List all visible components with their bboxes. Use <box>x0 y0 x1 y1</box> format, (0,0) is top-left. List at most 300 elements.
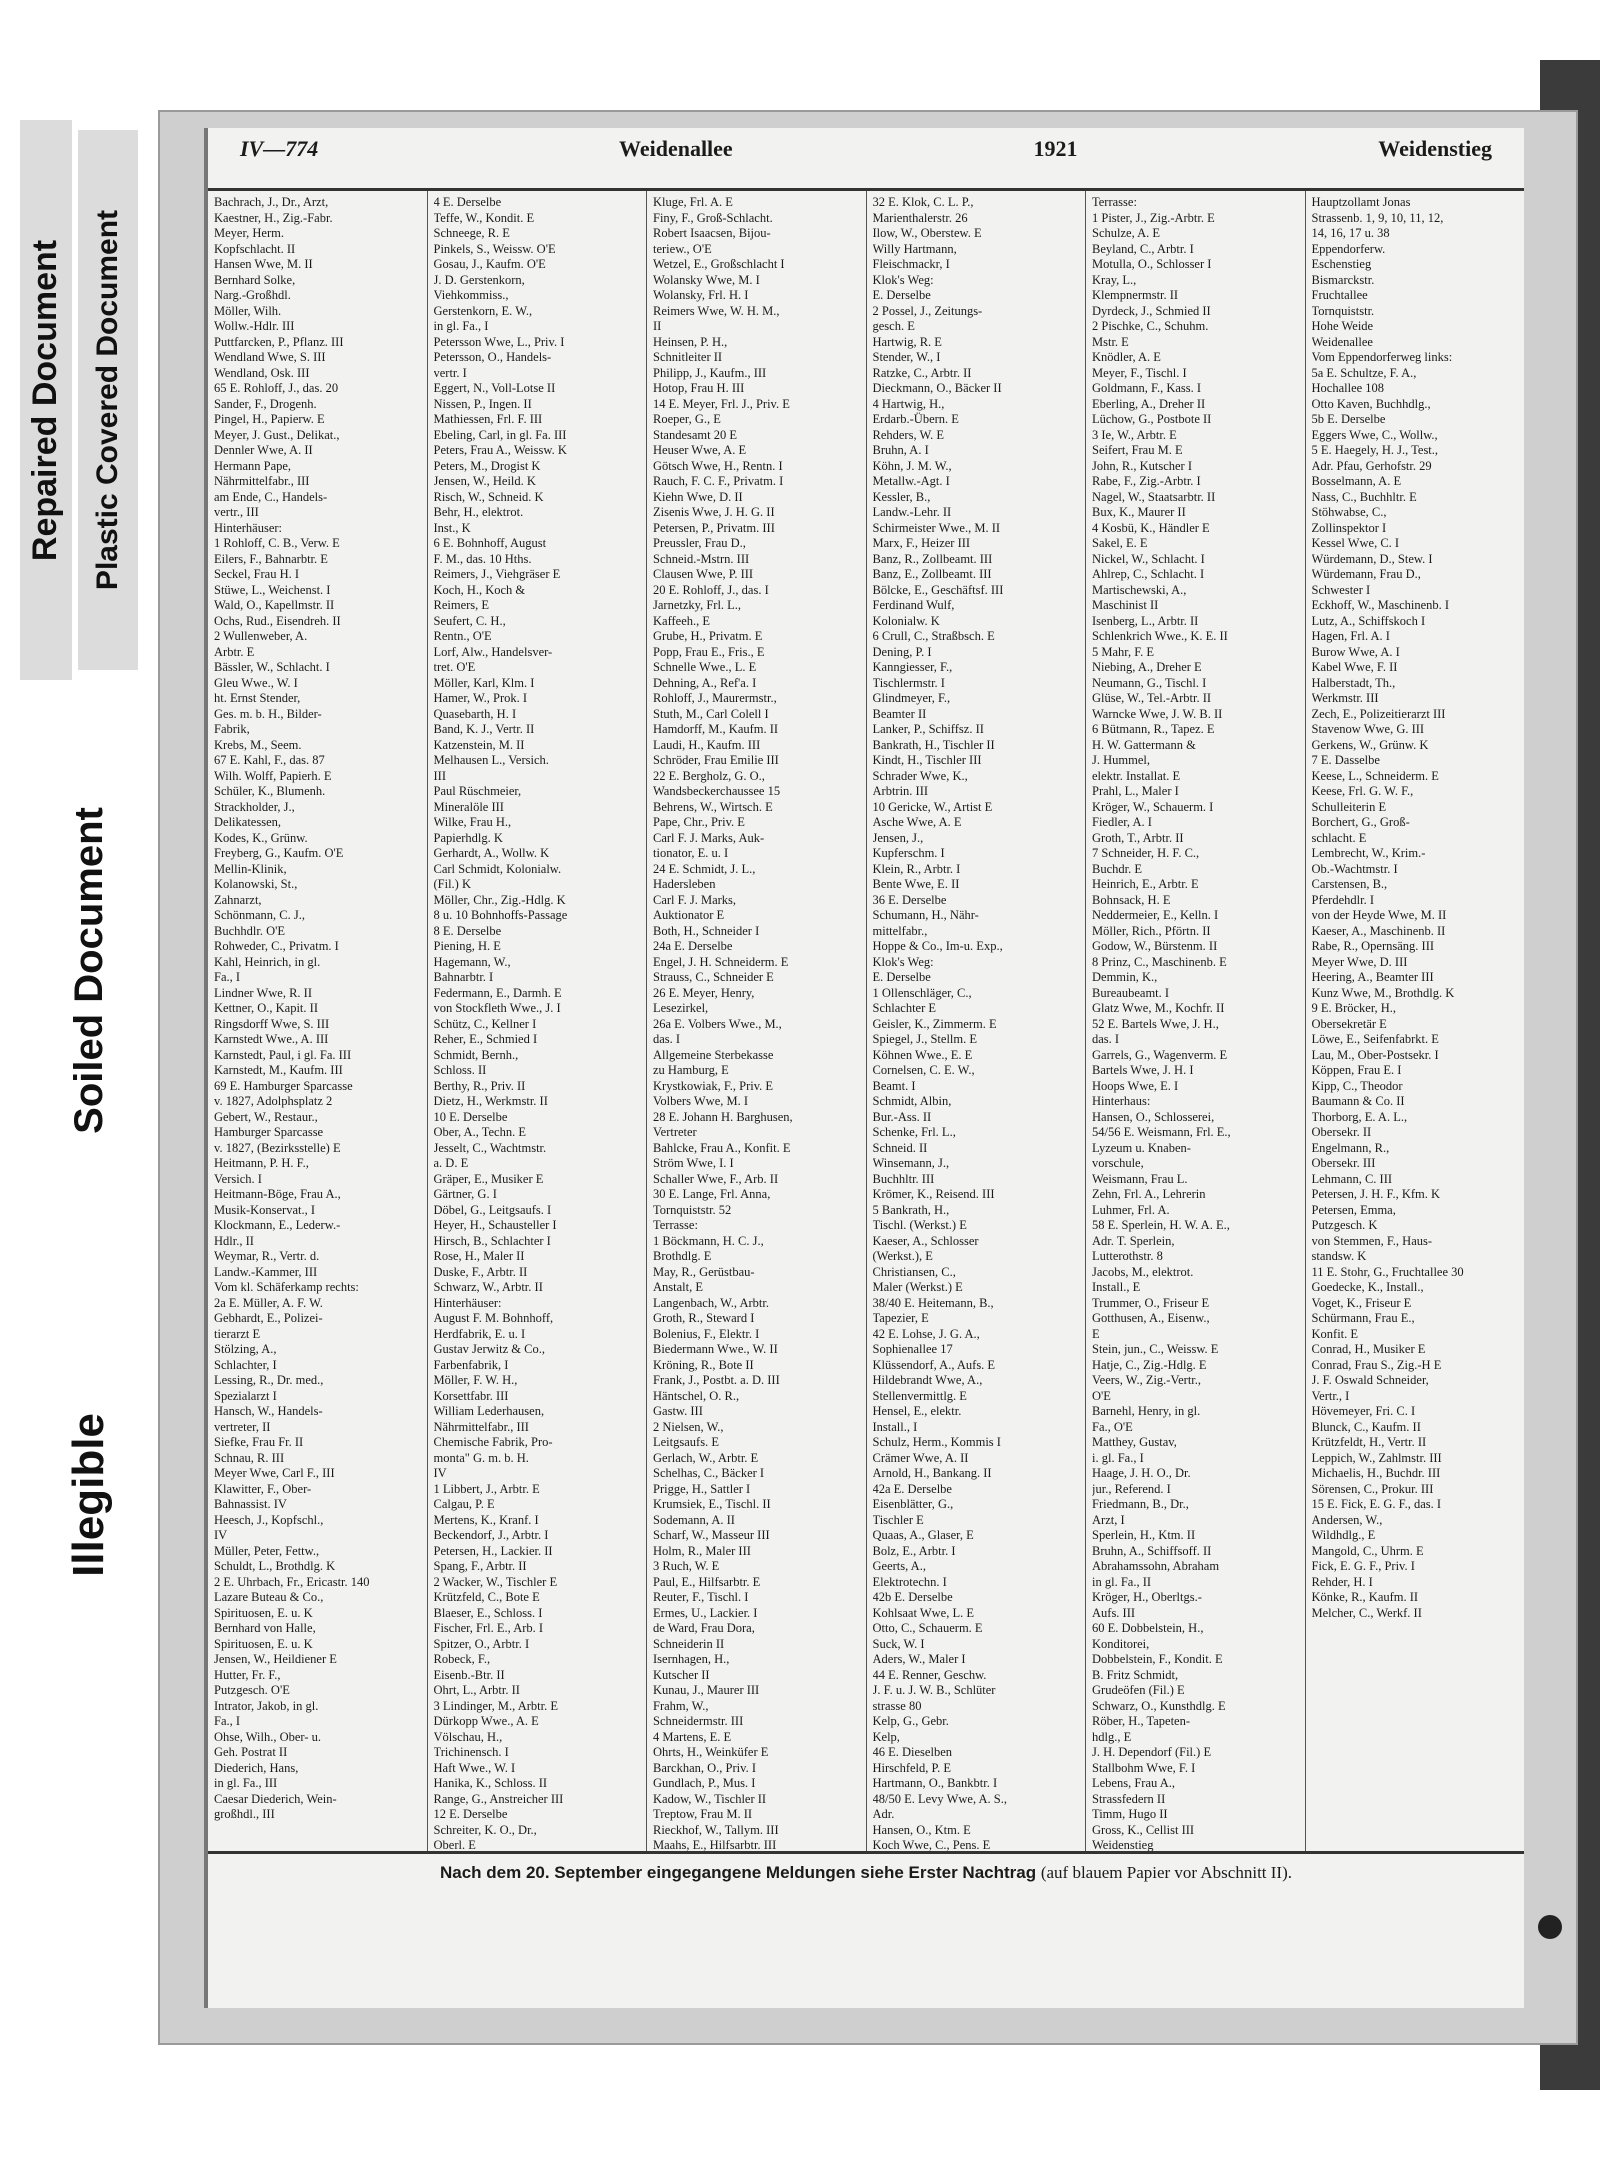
directory-entry: 2 Wullenweber, A. <box>214 629 308 643</box>
directory-entry: Kunz Wwe, M., Brothdlg. K <box>1311 985 1455 1000</box>
directory-entry: tret. O'E <box>433 660 476 674</box>
directory-entry: Winsemann, J., <box>872 1156 950 1170</box>
directory-entry: vertr. I <box>433 365 467 380</box>
directory-entry: Marienthalerstr. 26 <box>872 210 968 225</box>
directory-entry: Fa., I <box>214 1714 241 1728</box>
directory-entry: Schneege, R. E <box>433 226 510 240</box>
directory-entry: Ober, A., Techn. E <box>433 1125 526 1139</box>
column-3 <box>647 191 867 1851</box>
directory-entry: Götsch Wwe, H., Rentn. I <box>653 458 783 473</box>
directory-entry: Gerstenkorn, E. W., <box>433 303 533 318</box>
directory-entry: Grudeöfen (Fil.) E <box>1092 1683 1185 1697</box>
directory-entry: Adr. Pfau, Gerhofstr. 29 <box>1311 458 1432 473</box>
directory-entry: Gross, K., Cellist III <box>1092 1822 1195 1837</box>
page-footer <box>208 1863 1524 1883</box>
directory-entry: Grube, H., Privatm. E <box>653 629 763 643</box>
directory-entry: 3 Ie, W., Arbtr. E <box>1092 427 1177 442</box>
directory-entry: Petersen, H., Lackier. II <box>433 1543 553 1558</box>
directory-entry: Pingel, H., Papierw. E <box>214 412 325 426</box>
directory-entry: Suck, W. I <box>872 1636 925 1651</box>
directory-entry: Gärtner, G. I <box>433 1187 497 1201</box>
directory-entry: Gebert, W., Restaur., <box>214 1109 318 1124</box>
directory-entry: Hohe Weide <box>1311 319 1374 333</box>
directory-entry: Bahnarbtr. I <box>433 970 494 984</box>
directory-entry: Würdemann, D., Stew. I <box>1311 551 1433 566</box>
directory-entry: Müller, Peter, Fettw., <box>214 1543 320 1558</box>
directory-entry: 24 E. Schmidt, J. L., <box>653 861 756 876</box>
directory-entry: Schürmann, Frau E., <box>1311 1311 1415 1325</box>
directory-entry: Krebs, M., Seem. <box>214 737 302 752</box>
directory-entry: 30 E. Lange, Frl. Anna, <box>653 1187 771 1201</box>
directory-entry: 5 E. Haegely, H. J., Test., <box>1311 443 1439 457</box>
directory-entry: großhdl., III <box>214 1807 275 1821</box>
directory-entry: Wandsbeckerchaussee 15 <box>653 784 781 798</box>
directory-entry: Dehning, A., Ref'a. I <box>653 675 757 690</box>
directory-entry: Haft Wwe., W. I <box>433 1760 516 1775</box>
directory-entry: Schumann, H., Nähr- <box>872 908 979 922</box>
directory-entry: Strassenb. 1, 9, 10, 11, 12, <box>1311 210 1444 225</box>
directory-entry: Würdemann, Frau D., <box>1311 567 1421 581</box>
directory-entry: Eisenblätter, G., <box>872 1497 954 1511</box>
directory-entry: 8 E. Derselbe <box>433 923 502 938</box>
directory-entry: 7 Schneider, H. F. C., <box>1092 846 1200 860</box>
directory-entry: Schrader Wwe, K., <box>872 768 968 783</box>
directory-entry: Neddermeier, E., Kelln. I <box>1092 908 1219 922</box>
directory-entry: Gerhardt, A., Wollw. K <box>433 846 550 860</box>
directory-entry: Zollinspektor I <box>1311 520 1387 535</box>
directory-entry: Hirschfeld, P. E <box>872 1760 951 1775</box>
directory-entry: Beyland, C., Arbtr. I <box>1092 241 1194 256</box>
directory-entry: Tischler E <box>872 1512 924 1527</box>
directory-entry: Isernhagen, H., <box>653 1652 730 1666</box>
directory-entry: zu Hamburg, E <box>653 1063 729 1077</box>
directory-entry: Risch, W., Schneid. K <box>433 489 544 504</box>
directory-entry: Fruchtallee <box>1311 288 1368 302</box>
directory-entry: Kadow, W., Tischler II <box>653 1791 767 1806</box>
directory-entry: 5a E. Schultze, F. A., <box>1311 365 1417 380</box>
directory-entry: 48/50 E. Levy Wwe, A. S., <box>872 1791 1007 1806</box>
directory-entry: Gundlach, P., Mus. I <box>653 1776 756 1790</box>
directory-entry: Standesamt 20 E <box>653 427 738 442</box>
directory-entry: Schaller Wwe, F., Arb. II <box>653 1171 779 1186</box>
directory-entry: Lembrecht, W., Krim.- <box>1311 846 1426 860</box>
directory-entry: Prigge, H., Sattler I <box>653 1481 751 1496</box>
directory-entry: Ahlrep, C., Schlacht. I <box>1092 567 1205 581</box>
directory-entry: Schönmann, C. J., <box>214 908 305 922</box>
directory-entry: Bankrath, H., Tischler II <box>872 737 995 752</box>
directory-entry: Spang, F., Arbtr. II <box>433 1559 527 1573</box>
directory-entry: Hinterhäuser: <box>214 520 283 535</box>
directory-entry: Dyrdeck, J., Schmied II <box>1092 303 1211 318</box>
directory-entry: Geerts, A., <box>872 1559 926 1573</box>
directory-entry: 42b E. Derselbe <box>872 1590 953 1604</box>
directory-entry: Klok's Weg: <box>872 954 934 969</box>
directory-entry: Caesar Diederich, Wein- <box>214 1791 337 1806</box>
directory-entry: Jesselt, C., Wachtmstr. <box>433 1140 547 1155</box>
directory-entry: Lebens, Frau A., <box>1092 1776 1175 1790</box>
directory-entry: Stuth, M., Carl Colell I <box>653 706 769 721</box>
directory-entry: Petersen, P., Privatm. III <box>653 520 775 535</box>
directory-entry: Keese, Frl. G. W. F., <box>1311 784 1414 798</box>
directory-entry: Beckendorf, J., Arbtr. I <box>433 1528 549 1542</box>
directory-entry: Install., I <box>872 1419 918 1434</box>
directory-entry: Lehmann, C. III <box>1311 1171 1393 1186</box>
directory-entry: Hoppe & Co., Im-u. Exp., <box>872 939 1003 953</box>
directory-entry: tierarzt E <box>214 1326 261 1341</box>
directory-entry: Eggert, N., Voll-Lotse II <box>433 381 556 395</box>
directory-entry: Koch Wwe, C., Pens. E <box>872 1838 991 1851</box>
directory-entry: vorschule, <box>1092 1156 1144 1170</box>
directory-entry: Lorf, Alw., Handelsver- <box>433 644 553 659</box>
directory-entry: Kolonialw. K <box>872 613 940 628</box>
directory-entry: E <box>1092 1326 1100 1341</box>
directory-entry: Wolansky Wwe, M. I <box>653 272 760 287</box>
directory-entry: 4 Hartwig, H., <box>872 396 945 411</box>
directory-entry: Trichinensch. I <box>433 1745 509 1759</box>
directory-entry: Clausen Wwe, P. III <box>653 567 754 581</box>
directory-entry: Völschau, H., <box>433 1729 503 1744</box>
directory-entry: Spezialarzt I <box>214 1388 277 1403</box>
directory-entry: Maahs, E., Hilfsarbtr. III <box>653 1838 777 1851</box>
directory-entry: Metallw.-Agt. I <box>872 474 950 488</box>
directory-entry: Ohrt, L., Arbtr. II <box>433 1683 520 1697</box>
directory-entry: 42a E. Derselbe <box>872 1481 952 1496</box>
directory-entry: Karnstedt, Paul, i gl. Fa. III <box>214 1047 352 1062</box>
directory-entry: Kray, L., <box>1092 272 1137 287</box>
directory-entry: Möller, Karl, Klm. I <box>433 675 535 690</box>
directory-entry: v. 1827, (Bezirksstelle) E <box>214 1140 341 1155</box>
directory-entry: in gl. Fa., I <box>433 319 489 333</box>
footer-note-text: (auf blauem Papier vor Abschnitt II). <box>1040 1863 1292 1882</box>
directory-entry: Chemische Fabrik, Pro- <box>433 1435 553 1449</box>
directory-entry: Lazare Buteau & Co., <box>214 1590 324 1604</box>
directory-entry: Heesch, J., Kopfschl., <box>214 1512 324 1527</box>
directory-entry: Landw.-Lehr. II <box>872 505 952 519</box>
directory-entry: Fick, E. G. F., Priv. I <box>1311 1559 1415 1573</box>
directory-entry: Eppendorferw. <box>1311 241 1386 256</box>
directory-entry: 26a E. Volbers Wwe., M., <box>653 1016 782 1031</box>
directory-entry: Popp, Frau E., Fris., E <box>653 644 765 659</box>
directory-entry: Goldmann, F., Kass. I <box>1092 381 1202 395</box>
directory-entry: Hadersleben <box>653 877 716 891</box>
directory-entry: Schirmeister Wwe., M. II <box>872 520 1001 535</box>
directory-entry: Adr. T. Sperlein, <box>1092 1233 1175 1248</box>
directory-entry: Tapezier, E <box>872 1311 929 1325</box>
directory-entry: Hansch, W., Handels- <box>214 1404 323 1418</box>
directory-entry: von der Heyde Wwe, M. II <box>1311 908 1447 922</box>
column-1 <box>208 191 428 1851</box>
directory-entry: Nissen, P., Ingen. II <box>433 396 532 411</box>
directory-entry: Strauss, C., Schneider E <box>653 970 774 984</box>
directory-entry: Siefke, Frau Fr. II <box>214 1435 304 1449</box>
directory-entry: Heitmann-Böge, Frau A., <box>214 1187 341 1201</box>
directory-entry: Viehkommiss., <box>433 288 509 302</box>
directory-entry: Spitzer, O., Arbtr. I <box>433 1636 530 1651</box>
directory-entry: J. F. Oswald Schneider, <box>1311 1373 1429 1387</box>
directory-entry: Gosau, J., Kaufm. O'E <box>433 257 546 271</box>
directory-entry: Trummer, O., Friseur E <box>1092 1295 1210 1310</box>
directory-entry: 3 Lindinger, M., Arbtr. E <box>433 1698 558 1713</box>
directory-entry: Konditorei, <box>1092 1636 1150 1651</box>
directory-entry: von Stockfleth Wwe., J. I <box>433 1001 561 1015</box>
directory-entry: 2 Possel, J., Zeitungs- <box>872 303 983 318</box>
directory-entry: Elektrotechn. I <box>872 1574 947 1589</box>
directory-entry: August F. M. Bohnhoff, <box>433 1311 554 1325</box>
directory-entry: Hagen, Frl. A. I <box>1311 629 1390 643</box>
column-2 <box>428 191 648 1851</box>
directory-entry: 1 Rohloff, C. B., Verw. E <box>214 536 340 550</box>
directory-entry: Pape, Chr., Priv. E <box>653 815 745 829</box>
directory-entry: Ferdinand Wulf, <box>872 598 955 612</box>
directory-entry: Schnau, R. III <box>214 1450 285 1465</box>
directory-entry: Zech, E., Polizeitierarzt III <box>1311 706 1446 721</box>
directory-entry: Banz, R., Zollbeamt. III <box>872 551 993 566</box>
directory-entry: Ob.-Wachtmstr. I <box>1311 861 1398 876</box>
directory-entry: Laudi, H., Kaufm. III <box>653 737 761 752</box>
directory-entry: Veers, W., Zig.-Vertr., <box>1092 1373 1202 1387</box>
directory-entry: v. 1827, Adolphsplatz 2 <box>214 1094 333 1108</box>
directory-entry: Häntschel, O. R., <box>653 1388 740 1403</box>
directory-entry: 28 E. Johann H. Barghusen, <box>653 1109 793 1124</box>
directory-entry: Heuser Wwe, A. E <box>653 443 747 457</box>
directory-entry: Fa., I <box>214 970 241 984</box>
directory-entry: Kaeser, A., Maschinenb. II <box>1311 923 1446 938</box>
directory-entry: Kessel Wwe, C. I <box>1311 536 1400 550</box>
directory-entry: Dürkopp Wwe., A. E <box>433 1714 539 1728</box>
directory-entry: Reimers Wwe, W. H. M., <box>653 303 780 318</box>
directory-entry: Bruhn, A., Schiffsoff. II <box>1092 1543 1212 1558</box>
directory-entry: Kutscher II <box>653 1667 710 1682</box>
directory-entry: Glatz Wwe, M., Kochfr. II <box>1092 1001 1225 1015</box>
directory-entry: Kessler, B., <box>872 489 931 504</box>
directory-entry: Schnelle Wwe., L. E <box>653 660 757 674</box>
directory-entry: Conrad, Frau S., Zig.-H E <box>1311 1357 1442 1372</box>
directory-entry: Putzgesch. O'E <box>214 1683 290 1697</box>
directory-entry: Peters, M., Drogist K <box>433 458 541 473</box>
directory-entry: Krystkowiak, F., Priv. E <box>653 1078 774 1093</box>
directory-entry: 2 E. Uhrbach, Fr., Ericastr. 140 <box>214 1574 370 1589</box>
directory-entry: Heinsen, P. H., <box>653 334 728 349</box>
directory-entry: Adr. <box>872 1807 895 1821</box>
directory-entry: Ermes, U., Lackier. I <box>653 1605 758 1620</box>
directory-entry: Both, H., Schneider I <box>653 923 760 938</box>
directory-entry: Gräper, E., Musiker E <box>433 1171 544 1186</box>
directory-entry: Klawitter, F., Ober- <box>214 1481 312 1496</box>
directory-entry: 10 Gericke, W., Artist E <box>872 799 993 814</box>
directory-entry: Hövemeyer, Fri. C. I <box>1311 1404 1416 1418</box>
directory-entry: Arnold, H., Bankang. II <box>872 1466 992 1480</box>
directory-entry: Korsettfabr. III <box>433 1388 509 1403</box>
directory-entry: Kipp, C., Theodor <box>1311 1078 1403 1093</box>
directory-entry: Schnitleiter II <box>653 350 723 364</box>
directory-entry: J. H. Dependorf (Fil.) E <box>1092 1745 1212 1759</box>
directory-entry: Inst., K <box>433 520 471 535</box>
directory-entry: Nagel, W., Staatsarbtr. II <box>1092 489 1216 504</box>
directory-entry: Landw.-Kammer, III <box>214 1264 318 1279</box>
directory-entry: Geh. Postrat II <box>214 1745 288 1759</box>
directory-entry: Tischlermstr. I <box>872 675 945 690</box>
directory-entry: Rohweder, C., Privatm. I <box>214 939 339 953</box>
directory-entry: Wilh. Wolff, Papierh. E <box>214 768 332 783</box>
directory-entry: Behrens, W., Wirtsch. E <box>653 799 773 814</box>
directory-entry: Wolansky, Frl. H. I <box>653 288 749 302</box>
directory-entry: Keese, L., Schneiderm. E <box>1311 768 1439 783</box>
directory-entry: Quaas, A., Glaser, E <box>872 1528 974 1542</box>
directory-entry: Reimers, E <box>433 598 490 612</box>
directory-entry: Mertens, K., Kranf. I <box>433 1512 539 1527</box>
directory-entry: F. M., das. 10 Hths. <box>433 551 532 566</box>
directory-entry: Glüse, W., Tel.-Arbtr. II <box>1092 691 1212 705</box>
label-illegible <box>54 1330 124 1660</box>
directory-entry: Meyer Wwe, D. III <box>1311 954 1408 969</box>
directory-entry: Meyer, J. Gust., Delikat., <box>214 427 340 442</box>
directory-entry: Sperlein, H., Ktm. II <box>1092 1528 1196 1542</box>
directory-entry: Hanika, K., Schloss. II <box>433 1776 548 1790</box>
label-illegible-text: Illegible <box>64 1413 114 1577</box>
directory-entry: Cornelsen, C. E. W., <box>872 1063 975 1077</box>
directory-entry: Terrasse: <box>1092 195 1137 209</box>
directory-entry: Maler (Werkst.) E <box>872 1280 963 1294</box>
directory-entry: 4 E. Derselbe <box>433 195 502 209</box>
directory-entry: Hoops Wwe, E. I <box>1092 1078 1179 1093</box>
directory-entry: Eilers, F., Bahnarbtr. E <box>214 551 328 566</box>
directory-entry: Bux, K., Maurer II <box>1092 505 1186 519</box>
directory-entry: gesch. E <box>872 319 915 333</box>
directory-entry: Michaelis, H., Buchdr. III <box>1311 1466 1441 1480</box>
directory-entry: Kunau, J., Maurer III <box>653 1683 760 1697</box>
directory-entry: Abrahamssohn, Abraham <box>1092 1559 1220 1573</box>
directory-entry: 5 Mahr, F. E <box>1092 644 1155 659</box>
directory-entry: J. Hummel, <box>1092 753 1150 767</box>
directory-entry: Carl Schmidt, Kolonialw. <box>433 861 562 876</box>
directory-entry: Frank, J., Postbt. a. D. III <box>653 1373 780 1387</box>
directory-entry: Engel, J. H. Schneiderm. E <box>653 954 789 969</box>
directory-entry: Friedmann, B., Dr., <box>1092 1497 1189 1511</box>
directory-entry: O'E <box>1092 1388 1111 1403</box>
directory-entry: Knödler, A. E <box>1092 350 1161 364</box>
directory-entry: Beamt. I <box>872 1078 916 1093</box>
directory-entry: Auktionator E <box>653 908 725 922</box>
directory-entry: Ohse, Wilh., Ober- u. <box>214 1729 321 1744</box>
directory-entry: Jensen, J., <box>872 830 924 845</box>
directory-entry: Reimers, J., Viehgräser E <box>433 567 561 581</box>
directory-entry: Gebhardt, E., Polizei- <box>214 1311 323 1325</box>
directory-entry: Narg.-Großhdl. <box>214 288 291 302</box>
directory-entry: Bolenius, F., Elektr. I <box>653 1326 760 1341</box>
directory-entry: Hansen, O., Ktm. E <box>872 1822 971 1837</box>
directory-entry: Leitgsaufs. E <box>653 1435 719 1449</box>
directory-entry: Jacobs, M., elektrot. <box>1092 1264 1194 1279</box>
page-corner-mark <box>1538 1915 1562 1939</box>
directory-entry: Bahlcke, Frau A., Konfit. E <box>653 1140 791 1155</box>
directory-entry: Rabe, R., Opernsäng. III <box>1311 939 1435 953</box>
directory-entry: Biedermann Wwe., W. II <box>653 1342 778 1356</box>
directory-entry: Arbtr. E <box>214 644 255 659</box>
directory-entry: Blaeser, E., Schloss. I <box>433 1605 543 1620</box>
directory-entry: Lau, M., Ober-Postsekr. I <box>1311 1047 1439 1062</box>
directory-entry: Hinterhaus: <box>1092 1094 1151 1108</box>
directory-entry: Eschenstieg <box>1311 257 1372 271</box>
directory-entry: 58 E. Sperlein, H. W. A. E., <box>1092 1218 1230 1232</box>
directory-entry: Bente Wwe, E. II <box>872 877 960 891</box>
directory-entry: Schenke, Frl. L., <box>872 1125 956 1139</box>
directory-entry: Ebeling, Carl, in gl. Fa. III <box>433 427 567 442</box>
directory-entry: Eberling, A., Dreher II <box>1092 396 1206 411</box>
directory-entry: Klüssendorf, A., Aufs. E <box>872 1357 996 1372</box>
directory-entry: Bohnsack, H. E <box>1092 892 1171 907</box>
directory-entry: Hauptzollamt Jonas <box>1311 195 1411 209</box>
directory-entry: Gotthusen, A., Eisenw., <box>1092 1311 1210 1325</box>
directory-entry: Bässler, W., Schlacht. I <box>214 660 330 674</box>
directory-entry: in gl. Fa., II <box>1092 1574 1152 1589</box>
directory-entry: Delikatessen, <box>214 815 281 829</box>
directory-entry: Hartmann, O., Bankbtr. I <box>872 1776 998 1790</box>
directory-entry: Tischl. (Werkst.) E <box>872 1218 967 1232</box>
directory-entry: Meyer, F., Tischl. I <box>1092 365 1187 380</box>
directory-entry: Fleischmackr, I <box>872 257 950 271</box>
directory-entry: Hirsch, B., Schlachter I <box>433 1233 551 1248</box>
directory-entry: Stavenow Wwe, G. III <box>1311 722 1425 736</box>
directory-entry: Petersson, O., Handels- <box>433 350 552 364</box>
directory-entry: Fa., O'E <box>1092 1419 1133 1434</box>
directory-entry: Herdfabrik, E. u. I <box>433 1326 526 1341</box>
directory-entry: Marx, F., Heizer III <box>872 536 971 550</box>
directory-entry: Hdlr., II <box>214 1233 254 1248</box>
directory-entry: Rose, H., Maler II <box>433 1249 525 1263</box>
directory-entry: Schneidermstr. III <box>653 1714 744 1728</box>
directory-entry: Reher, E., Schmied I <box>433 1032 538 1046</box>
directory-entry: Möller, Chr., Zig.-Hdlg. K <box>433 892 566 907</box>
directory-entry: Leppich, W., Zahlmstr. III <box>1311 1450 1442 1465</box>
directory-entry: Asche Wwe, A. E <box>872 815 962 829</box>
directory-entry: Fabrik, <box>214 722 250 736</box>
directory-entry: Schütz, C., Kellner I <box>433 1016 537 1031</box>
directory-entry: Spiegel, J., Stellm. E <box>872 1032 978 1046</box>
directory-entry: Klempnermstr. II <box>1092 288 1179 302</box>
directory-entry: Range, G., Anstreicher III <box>433 1791 564 1806</box>
directory-entry: Mathiessen, Frl. F. III <box>433 412 543 426</box>
directory-entry: William Lederhausen, <box>433 1404 545 1418</box>
directory-entry: Kabel Wwe, F. II <box>1311 660 1398 674</box>
right-street-heading: Weidenstieg <box>1378 136 1492 161</box>
directory-entry: Motulla, O., Schlosser I <box>1092 257 1212 271</box>
directory-entry: Beamter II <box>872 706 927 721</box>
directory-entry: Ges. m. b. H., Bilder- <box>214 706 322 721</box>
directory-entry: Wollw.-Hdlr. III <box>214 319 295 333</box>
directory-entry: Holm, R., Maler III <box>653 1543 751 1558</box>
directory-entry: Thorborg, E. A. L., <box>1311 1109 1408 1124</box>
directory-entry: Kaeser, A., Schlosser <box>872 1233 979 1248</box>
directory-entry: Schröder, Frau Emilie III <box>653 753 779 767</box>
directory-entry: 8 Prinz, C., Maschinenb. E <box>1092 954 1227 969</box>
directory-entry: mittelfabr., <box>872 923 928 938</box>
directory-entry: Schwester I <box>1311 582 1371 597</box>
directory-entry: Duske, F., Arbtr. II <box>433 1264 528 1279</box>
directory-entry: Brothdlg. E <box>653 1249 712 1263</box>
directory-entry: ht. Ernst Stender, <box>214 691 301 705</box>
directory-entry: 60 E. Dobbelstein, H., <box>1092 1621 1204 1635</box>
directory-entry: Meyer, Herm. <box>214 226 284 240</box>
column-5 <box>1086 191 1306 1851</box>
directory-entry: Wetzel, E., Großschlacht I <box>653 257 785 271</box>
directory-entry: Warncke Wwe, J. W. B. II <box>1092 706 1223 721</box>
directory-entry: Stellenvermittlg. E <box>872 1388 967 1403</box>
directory-entry: 24a E. Derselbe <box>653 939 733 953</box>
directory-entry: 11 E. Stohr, G., Fruchtallee 30 <box>1311 1264 1464 1279</box>
directory-entry: Allgemeine Sterbekasse <box>653 1047 774 1062</box>
directory-entry: Putzgesch. K <box>1311 1218 1378 1232</box>
directory-entry: Berthy, R., Priv. II <box>433 1078 526 1093</box>
